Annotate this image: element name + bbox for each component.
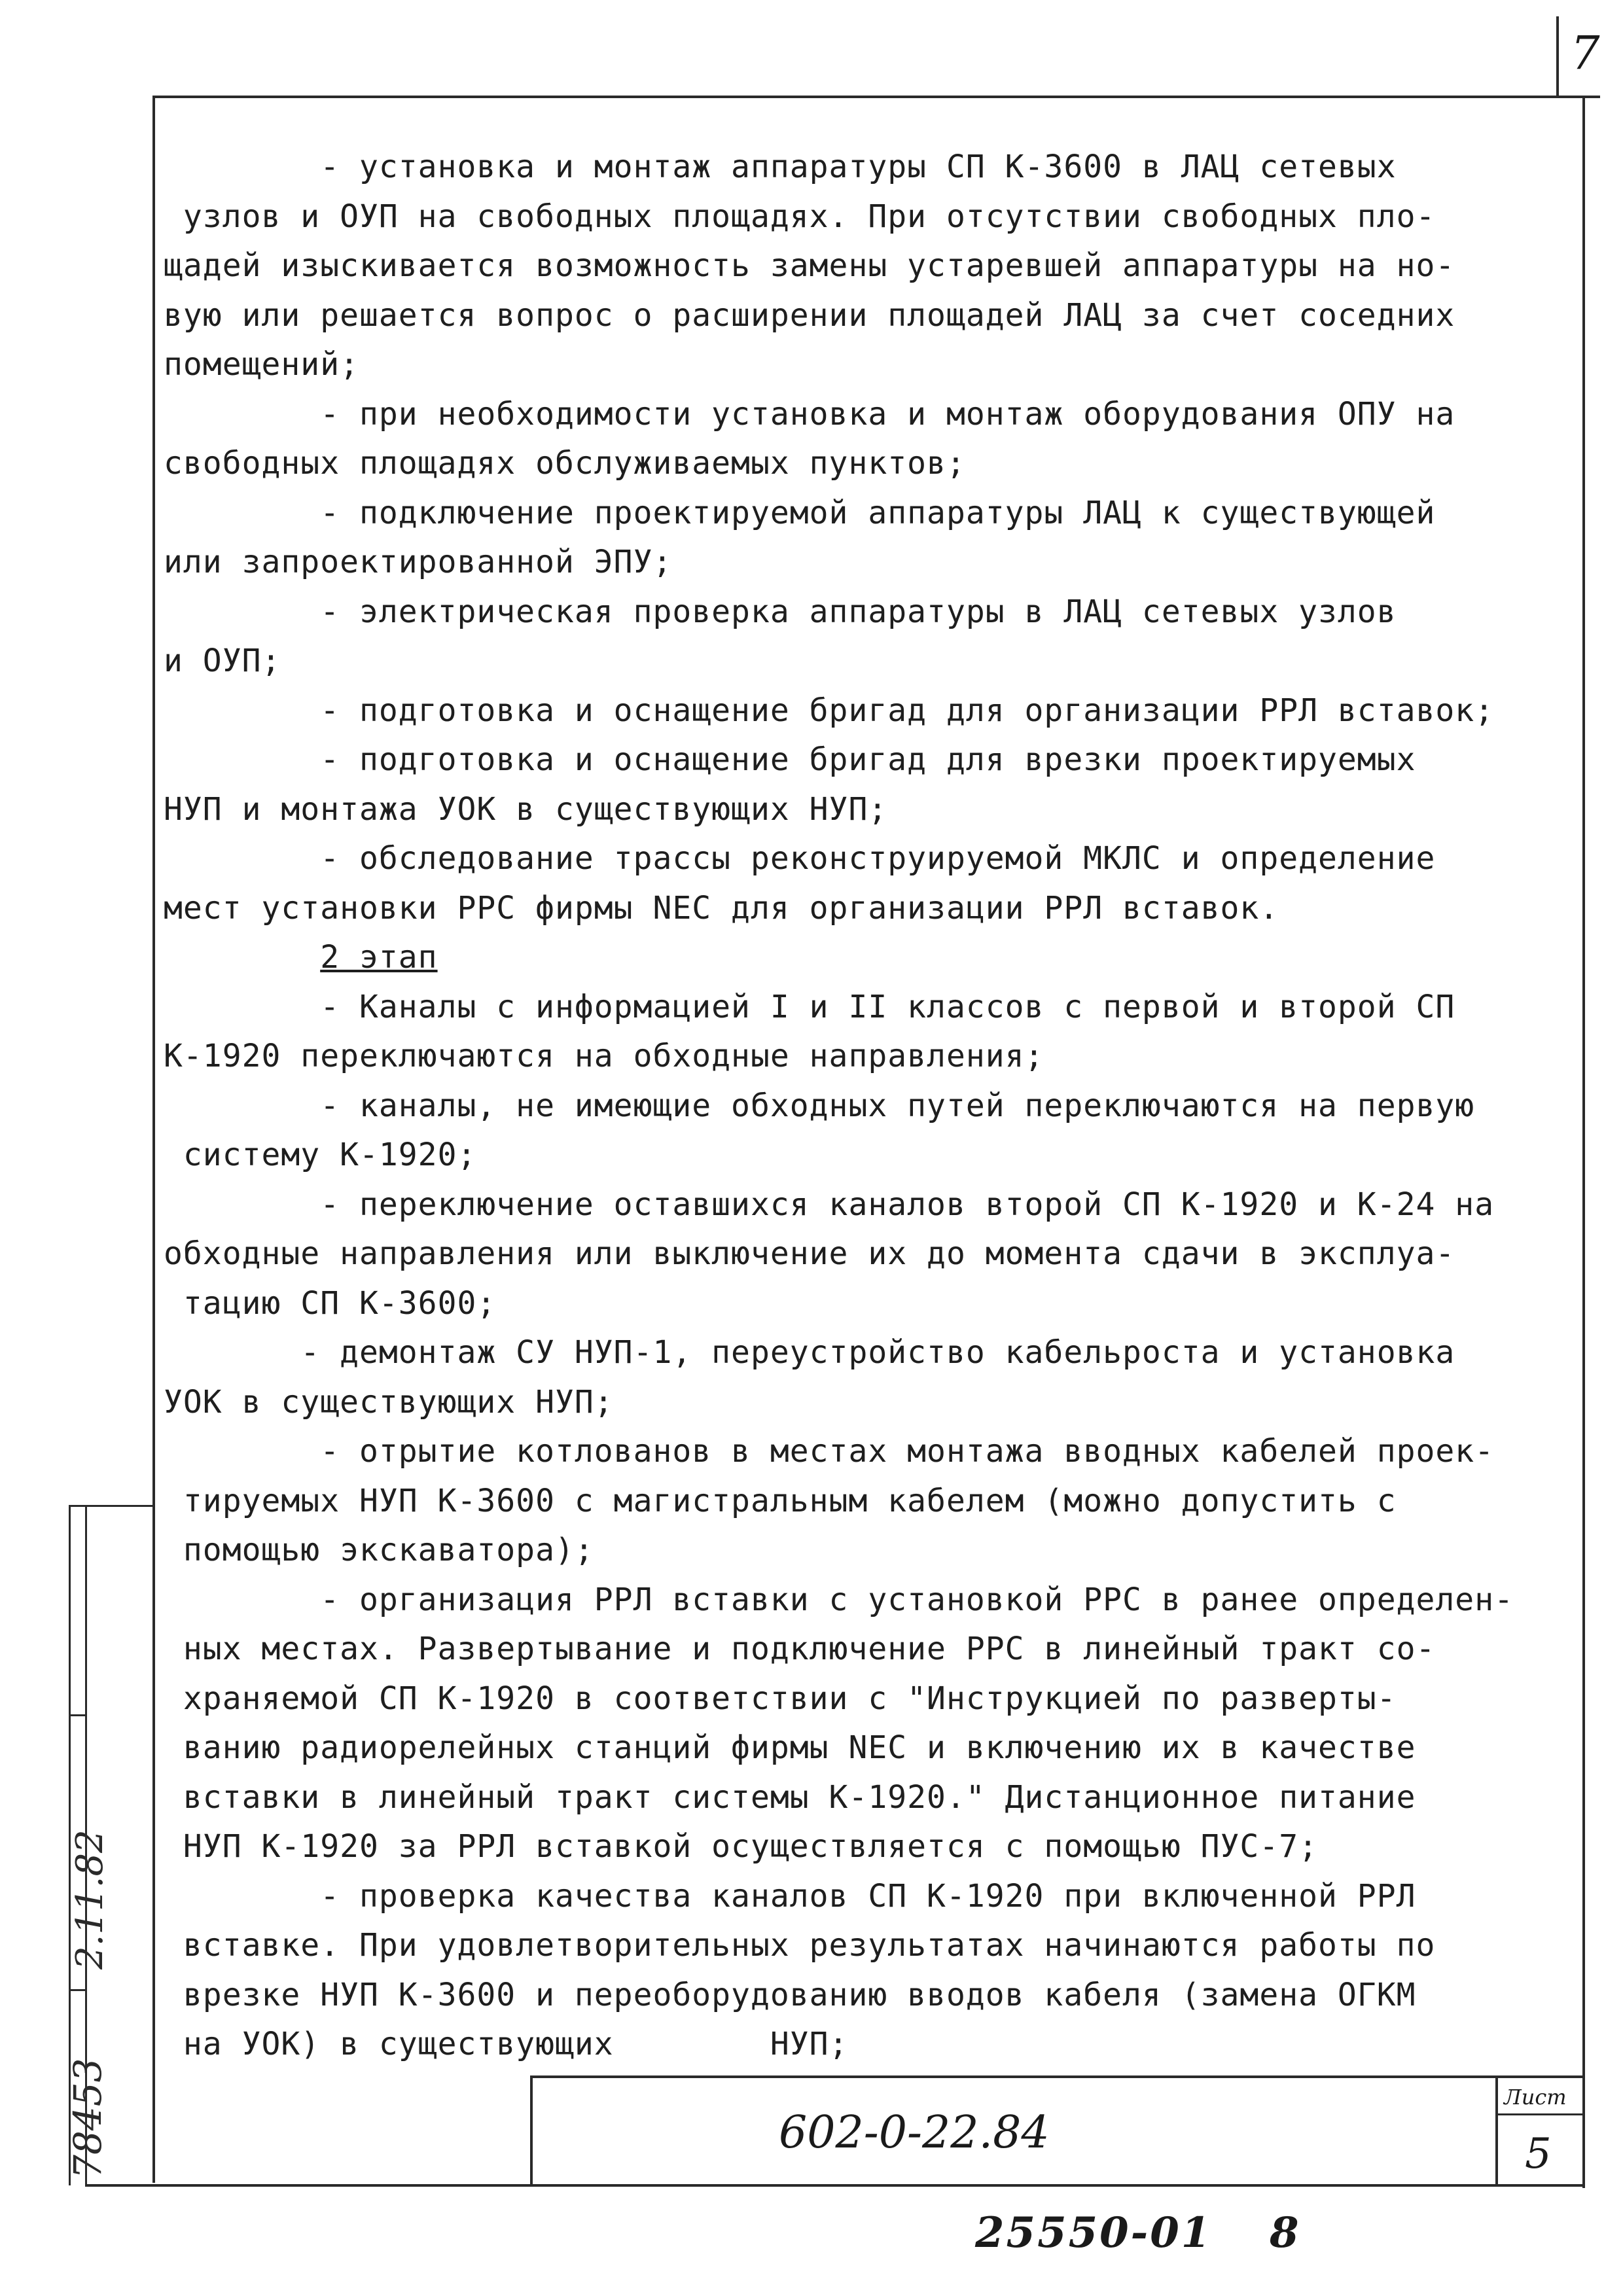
title-block-divider-line <box>1495 2075 1498 2187</box>
margin-box-divider-1 <box>69 1714 87 1716</box>
body-line: вую или решается вопрос о расширении площадей ЛАЦ за счет соседних <box>164 296 1455 334</box>
title-block-left-line <box>530 2075 533 2187</box>
body-line: ных местах. Развертывание и подключение РРС в линейный тракт со- <box>164 1631 1436 1667</box>
order-number: 25550-01 <box>975 2208 1213 2257</box>
body-line: - переключение оставшихся каналов второй СП К-1920 и К-24 на <box>164 1186 1495 1223</box>
body-line: - демонтаж СУ НУП-1, переустройство кабельроста и установка <box>164 1334 1455 1371</box>
body-line: ванию радиорелейных станций фирмы NEC и включению их в качестве <box>164 1729 1416 1766</box>
sheet-number: 5 <box>1525 2130 1552 2178</box>
body-line: узлов и ОУП на свободных площадях. При отсутствии свободных пло- <box>164 198 1436 235</box>
frame-left-line <box>152 96 155 2183</box>
body-line: помощью экскаватора); <box>164 1532 594 1568</box>
sheet-label-divider-line <box>1495 2113 1585 2115</box>
sheet-corner-number: 7 <box>1571 26 1600 80</box>
body-line: - обследование трассы реконструируемой МКЛС и определение <box>164 840 1436 877</box>
body-line: тацию СП К-3600; <box>164 1284 497 1322</box>
body-line: на УОК) в существующих НУП; <box>164 2026 849 2062</box>
body-line: мест установки РРС фирмы NEC для организации РРЛ вставок. <box>164 889 1279 927</box>
body-line: храняемой СП К-1920 в соответствии с "Инструкцией по разверты- <box>164 1680 1397 1717</box>
body-line: вставке. При удовлетворительных результатах начинаются работы по <box>164 1927 1436 1964</box>
body-line: НУП К-1920 за РРЛ вставкой осуществляется с помощью ПУС-7; <box>164 1828 1319 1865</box>
sheet-label: Лист <box>1504 2085 1567 2110</box>
margin-box-divider-2 <box>69 1989 87 1991</box>
frame-bottom-line <box>85 2184 1585 2187</box>
body-line: - организация РРЛ вставки с установкой РРС в ранее определен- <box>164 1581 1514 1618</box>
page-number: 8 <box>1270 2208 1299 2257</box>
body-line: - Каналы с информацией I и II классов с первой и второй СП <box>164 988 1455 1025</box>
body-line: помещений; <box>164 346 359 383</box>
body-line: - подключение проектируемой аппаратуры ЛАЦ к существующей <box>164 494 1436 531</box>
body-line: К-1920 переключаются на обходные направления; <box>164 1038 1044 1074</box>
stage-heading: 2 этап <box>320 939 438 976</box>
inventory-number: 78453 <box>65 2058 110 2179</box>
margin-date: 2.11.82 <box>69 1829 111 1969</box>
margin-box-top-line <box>69 1505 152 1507</box>
body-line: - проверка качества каналов СП К-1920 при включенной РРЛ <box>164 1877 1416 1915</box>
body-line: обходные направления или выключение их до момента сдачи в эксплуа- <box>164 1235 1455 1272</box>
body-line: УОК в существующих НУП; <box>164 1383 614 1421</box>
body-line: щадей изыскивается возможность замены устаревшей аппаратуры на но- <box>164 247 1455 284</box>
body-line: тируемых НУП К-3600 с магистральным кабелем (можно допустить с <box>164 1482 1397 1519</box>
body-line: НУП и монтажа УОК в существующих НУП; <box>164 790 888 828</box>
body-line: - подготовка и оснащение бригад для организации РРЛ вставок; <box>164 692 1495 729</box>
body-text <box>164 143 1558 2070</box>
body-line: - электрическая проверка аппаратуры в ЛАЦ сетевых узлов <box>164 593 1397 630</box>
title-block-top-line <box>530 2075 1585 2078</box>
body-line: - каналы, не имеющие обходных путей переключаются на первую <box>164 1087 1475 1124</box>
body-line: врезке НУП К-3600 и переоборудованию вводов кабеля (замена ОГКМ <box>164 1976 1416 2013</box>
body-line: - установка и монтаж аппаратуры СП К-3600 в ЛАЦ сетевых <box>164 149 1397 185</box>
corner-divider-line <box>1556 16 1559 98</box>
body-line: - подготовка и оснащение бригад для врезки проектируемых <box>164 741 1416 778</box>
body-line: - при необходимости установка и монтаж оборудования ОПУ на <box>164 395 1455 433</box>
body-line: - отрытие котлованов в местах монтажа вводных кабелей проек- <box>164 1433 1495 1470</box>
frame-right-line <box>1582 96 1585 2188</box>
body-line: или запроектированной ЭПУ; <box>164 544 673 580</box>
body-line: свободных площадях обслуживаемых пунктов; <box>164 445 966 482</box>
document-code: 602-0-22.84 <box>779 2107 1050 2159</box>
frame-top-line <box>154 96 1600 98</box>
body-line: систему К-1920; <box>164 1137 477 1173</box>
body-line: и ОУП; <box>164 643 281 679</box>
body-line: вставки в линейный тракт системы К-1920." Дистанционное питание <box>164 1778 1416 1816</box>
